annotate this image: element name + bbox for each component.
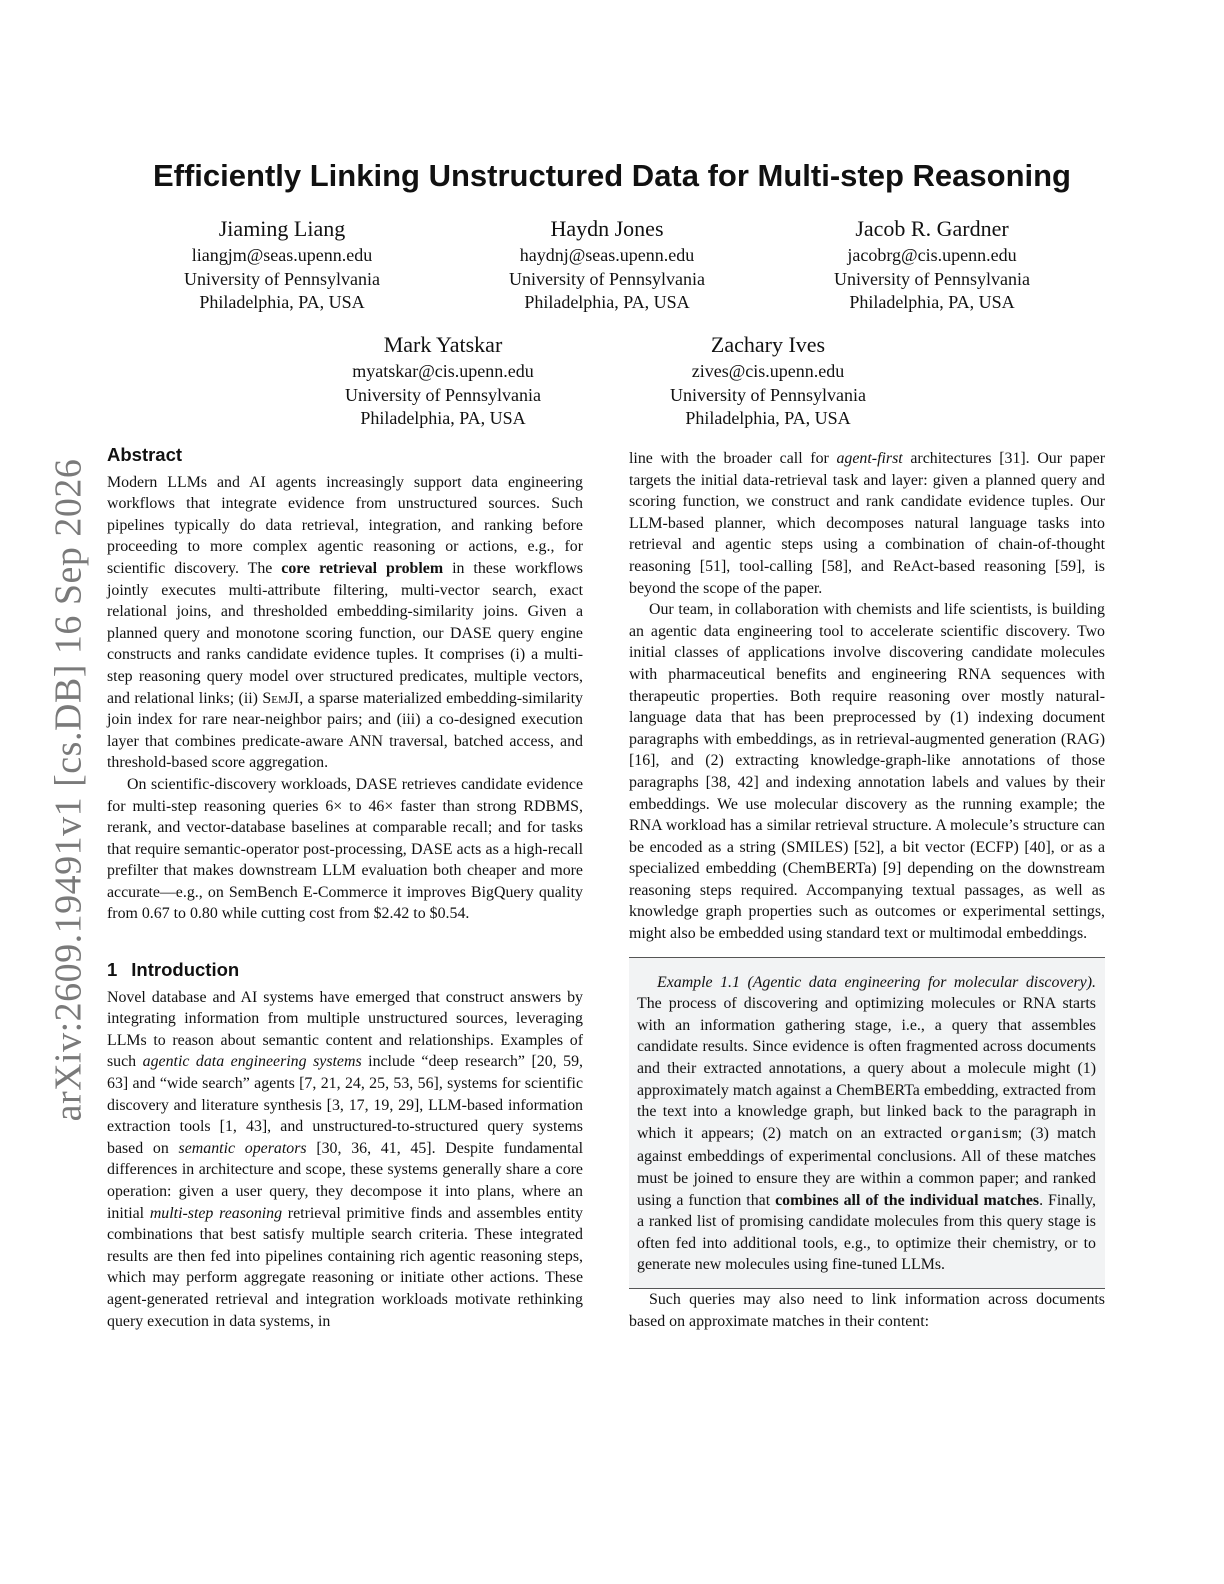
example-title: Example 1.1 (Agentic data engineering for molecular discovery). [657,973,1096,991]
author-card [142,214,422,315]
author-name: Jacob R. Gardner [855,216,1009,241]
author-name: Zachary Ives [710,332,826,357]
author-affiliation: University of Pennsylvania [345,384,541,405]
author-affiliation: University of Pennsylvania [184,268,380,289]
author-location: Philadelphia, PA, USA [524,292,690,312]
example-paragraph [637,972,1096,1276]
author-affiliation: University of Pennsylvania [834,268,1030,289]
abstract-heading: Abstract [107,444,183,465]
author-affiliation: University of Pennsylvania [509,268,705,289]
emphasis-italic: agentic data engineering systems [142,1053,362,1071]
author-email: haydnj@seas.upenn.edu [519,245,695,265]
text-run: . Finally, a ranked list of promising candidate molecules from this query stage is often fed into additional tools, e.g., to optimize their chemistry, or to generate new molecules using fine-tuned LLMs. [637,1191,1096,1274]
text-run: [30, 36, 41, 45]. Despite fundamental differences in architecture and scope, these systems generally share a core operation: given a user query, they decompose it into plans, where an initial [107,1139,583,1222]
intro-continued-paragraph [629,448,1105,599]
text-run: in these workflows jointly executes multi-attribute filtering, multi-vector search, exact relational joins, and thresholded embedding-similarity joins. Given a planned query and monotone scoring function, our DASE query engine constructs and ranks candidate evidence tuples. It comprises (i) a multi-step reasoning query model over structured predicates, multiple vectors, and relational links; (ii) [107,559,583,707]
author-location: Philadelphia, PA, USA [849,292,1015,312]
emphasis-italic: agent-first [836,450,903,467]
text-run: include “deep research” [20, 59, 63] and “wide search” agents [7, 21, 24, 25, 53, 56], systems for scientific discovery and literature synthesis [3, 17, 19, 29], LLM-based information extraction tools [1, 43], and unstructured-to-structured query systems based on [107,1053,583,1157]
author-name: Haydn Jones [550,216,664,241]
section-number: 1 [107,959,118,981]
author-name: Jiaming Liang [218,216,346,241]
example-box [629,957,1105,1289]
right-column [629,448,1105,1332]
intro-paragraph-3: Such queries may also need to link information across documents based on approximate matches in their content: [629,1290,1105,1330]
author-name: Mark Yatskar [383,332,503,357]
author-card [467,214,747,315]
author-email: liangjm@seas.upenn.edu [191,245,373,265]
inline-code: organism [950,1126,1018,1143]
text-run: Modern LLMs and AI agents increasingly support data engineering workflows that integrate evidence from unstructured sources. Such pipelines typically do data retrieval, integration, and ranking before proceeding to more complex agentic reasoning or actions, e.g., for scientific discovery. The [107,473,583,577]
text-run: Novel database and AI systems have emerged that construct answers by integrating information from multiple unstructured sources, leveraging LLMs to reason about semantic content and relationships. Examples of such [107,988,583,1071]
author-location: Philadelphia, PA, USA [360,408,526,428]
paper-title: Efficiently Linking Unstructured Data for Multi-step Reasoning [152,158,1071,193]
author-email: myatskar@cis.upenn.edu [352,361,534,381]
system-name: SemJI [262,689,300,707]
author-card [303,330,583,431]
author-card [792,214,1072,315]
author-location: Philadelphia, PA, USA [199,292,365,312]
emphasis-italic: semantic operators [178,1139,307,1157]
author-location: Philadelphia, PA, USA [685,408,851,428]
text-run: line with the broader call for [629,450,837,467]
text-run: The process of discovering and optimizing molecules or RNA starts with an information gathering stage, i.e., a query that assembles candidate results. Since evidence is often fragmented across documents and their extracted annotations, a query about a molecule might (1) approximately match against a ChemBERTa embedding, extracted from the text into a knowledge graph, but linked back to the paragraph in which it appears; (2) match on an extracted [637,995,1096,1142]
introduction-heading [107,959,583,981]
introduction-paragraph-1 [107,987,583,1333]
abstract-paragraph-1 [107,472,583,774]
emphasis-italic: multi-step reasoning [149,1204,283,1222]
emphasis-bold: combines all of the individual matches [775,1191,1040,1209]
author-email: zives@cis.upenn.edu [691,361,845,381]
abstract-paragraph-2: On scientific-discovery workloads, DASE retrieves candidate evidence for multi-step reasoning queries 6× to 46× faster than strong RDBMS, rerank, and vector-database baselines at comparable recall; and for tasks that require semantic-operator post-processing, DASE acts as a high-recall prefilter that makes downstream LLM evaluation both cheaper and more accurate—e.g., on SemBench E-Commerce it improves BigQuery quality from 0.67 to 0.80 while cutting cost from $2.42 to $0.54. [107,775,583,923]
intro-paragraph-2: Our team, in collaboration with chemists and life scientists, is building an agentic data engineering tool to accelerate scientific discovery. Two initial classes of applications involve discovering candidate molecules with pharmaceutical benefits and engineering RNA sequences with therapeutic properties. Both require reasoning over mostly natural-language data that has been preprocessed by (1) indexing document paragraphs with embeddings, as in retrieval-augmented generation (RAG) [16], and (2) extracting knowledge-graph-like annotations of those paragraphs [38, 42] and indexing annotation labels and values by their embeddings. We use molecular discovery as the running example; the RNA workload has a similar retrieval structure. A molecule’s structure can be encoded as a string (SMILES) [52], a bit vector (ECFP) [40], or as a specialized embedding (ChemBERTa) [9] depending on the downstream reasoning steps required. Accompanying textual passages, as well as knowledge graph properties such as outcomes or experimental settings, might also be embedded using standard text or multimodal embeddings. [629,601,1105,943]
left-column [107,444,583,1332]
text-run: architectures [31]. Our paper targets the initial data-retrieval task and layer: given a planned query and scoring function, we construct and rank candidate evidence tuples. Our LLM-based planner, which decomposes natural language tasks into retrieval and agentic steps using a combination of chain-of-thought reasoning [51], tool-calling [58], and ReAct-based reasoning [59], is beyond the scope of the paper. [629,450,1105,597]
text-run: , a sparse materialized embedding-similarity join index for rare near-neighbor pairs; and (iii) a co-designed execution layer that combines predicate-aware ANN traversal, batched access, and threshold-based score aggregation. [107,689,583,772]
section-title: Introduction [131,959,240,981]
author-affiliation: University of Pennsylvania [670,384,866,405]
arxiv-identifier-stamp [38,430,98,1150]
author-card [628,330,908,431]
arxiv-identifier-text: arXiv:2609.19491v1 [cs.DB] 16 Sep 2026 [47,458,89,1122]
text-run: ; (3) match against embeddings of experimental conclusions. All of these matches must be joined to ensure they are within a common paper; and ranked using a function that [637,1124,1096,1209]
text-run: retrieval primitive finds and assembles entity combinations that best satisfy multiple search criteria. These integrated results are then fed into pipelines containing rich agentic reasoning steps, which may perform aggregate reasoning or initiate other actions. These agent-generated retrieval and integration workloads motivate rethinking query execution in data systems, in [107,1204,584,1330]
author-email: jacobrg@cis.upenn.edu [847,245,1017,265]
emphasis-bold: core retrieval problem [281,559,444,577]
